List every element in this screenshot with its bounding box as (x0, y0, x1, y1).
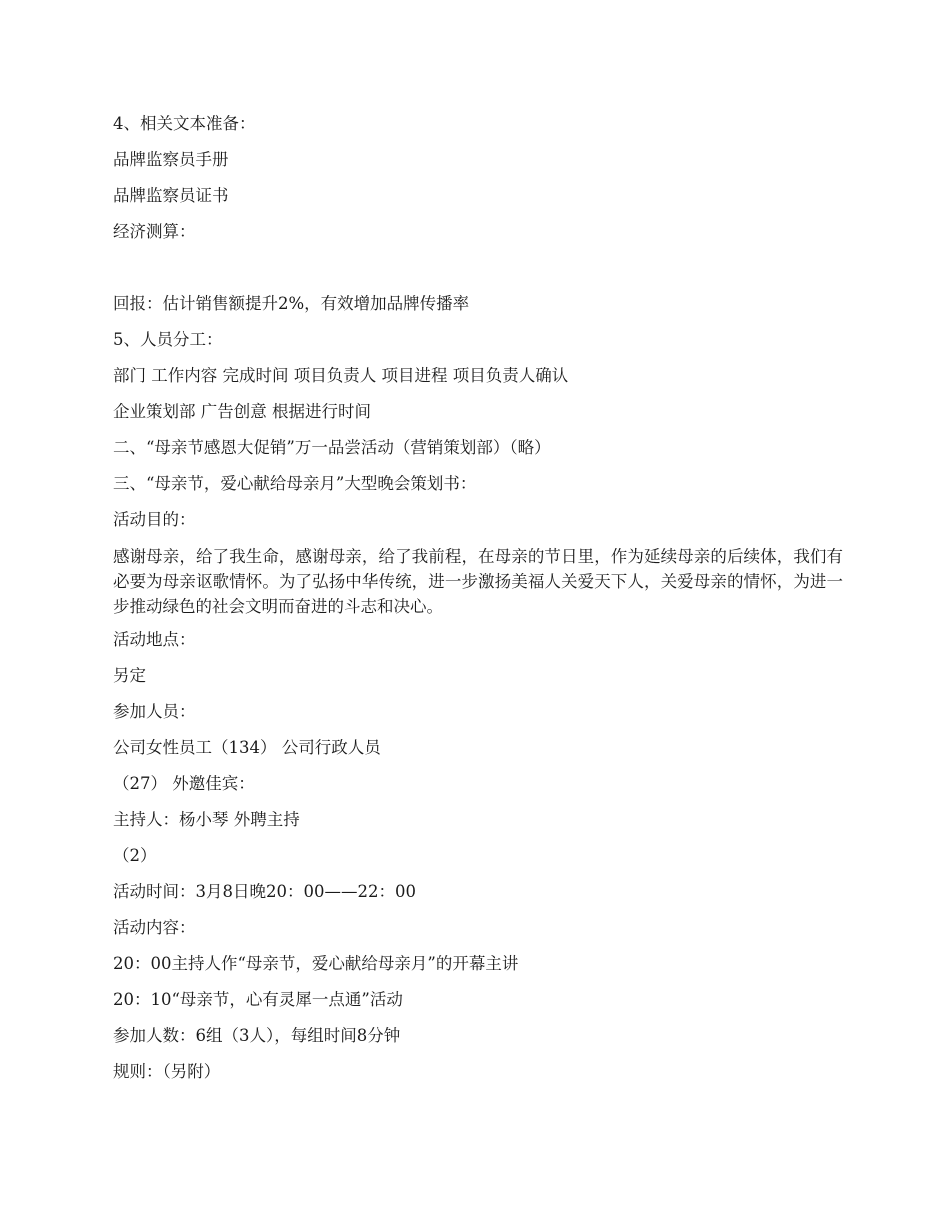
text-line: 活动目的： (113, 510, 196, 529)
text-line: 回报：估计销售额提升2%，有效增加品牌传播率 (113, 294, 470, 313)
blank-spacer (113, 256, 843, 292)
text-line: 规则：（另附） (113, 1062, 221, 1081)
text-line: 20：10“母亲节，心有灵犀一点通”活动 (113, 990, 403, 1009)
text-line: 公司女性员工（134） 公司行政人员 (113, 738, 381, 757)
text-line: （27） 外邀佳宾： (113, 774, 255, 793)
text-paragraph: 感谢母亲，给了我生命，感谢母亲，给了我前程，在母亲的节日里，作为延续母亲的后续体，我们有必要为母亲讴歌情怀。为了弘扬中华传统，进一步激扬美福人关爱天下人，关爱母亲的情怀，为进一步推动绿色的社会文明而奋进的斗志和决心。 (113, 547, 843, 616)
text-line: （2） (113, 846, 157, 865)
text-line: 二、“母亲节感恩大促销”万一品尝活动（营销策划部）（略） (113, 438, 551, 457)
text-line: 活动地点： (113, 630, 196, 649)
text-line: 参加人员： (113, 702, 196, 721)
text-line: 参加人数：6组（3人），每组时间8分钟 (113, 1026, 401, 1045)
text-line: 20：00主持人作“母亲节，爱心献给母亲月”的开幕主讲 (113, 954, 519, 973)
text-line: 部门 工作内容 完成时间 项目负责人 项目进程 项目负责人确认 (113, 366, 569, 385)
text-line: 三、“母亲节，爱心献给母亲月”大型晚会策划书： (113, 474, 477, 493)
text-line: 5、人员分工： (113, 330, 223, 349)
text-line: 活动内容： (113, 918, 196, 937)
text-line: 企业策划部 广告创意 根据进行时间 (113, 402, 371, 421)
text-line: 经济测算： (113, 222, 196, 241)
text-line: 4、相关文本准备： (113, 114, 256, 133)
text-line: 活动时间：3月8日晚20：00——22：00 (113, 882, 416, 901)
text-line: 品牌监察员手册 (113, 150, 229, 169)
document-page (113, 112, 843, 1096)
text-line: 主持人：杨小琴 外聘主持 (113, 810, 300, 829)
text-line: 另定 (113, 666, 146, 685)
text-line: 品牌监察员证书 (113, 186, 229, 205)
